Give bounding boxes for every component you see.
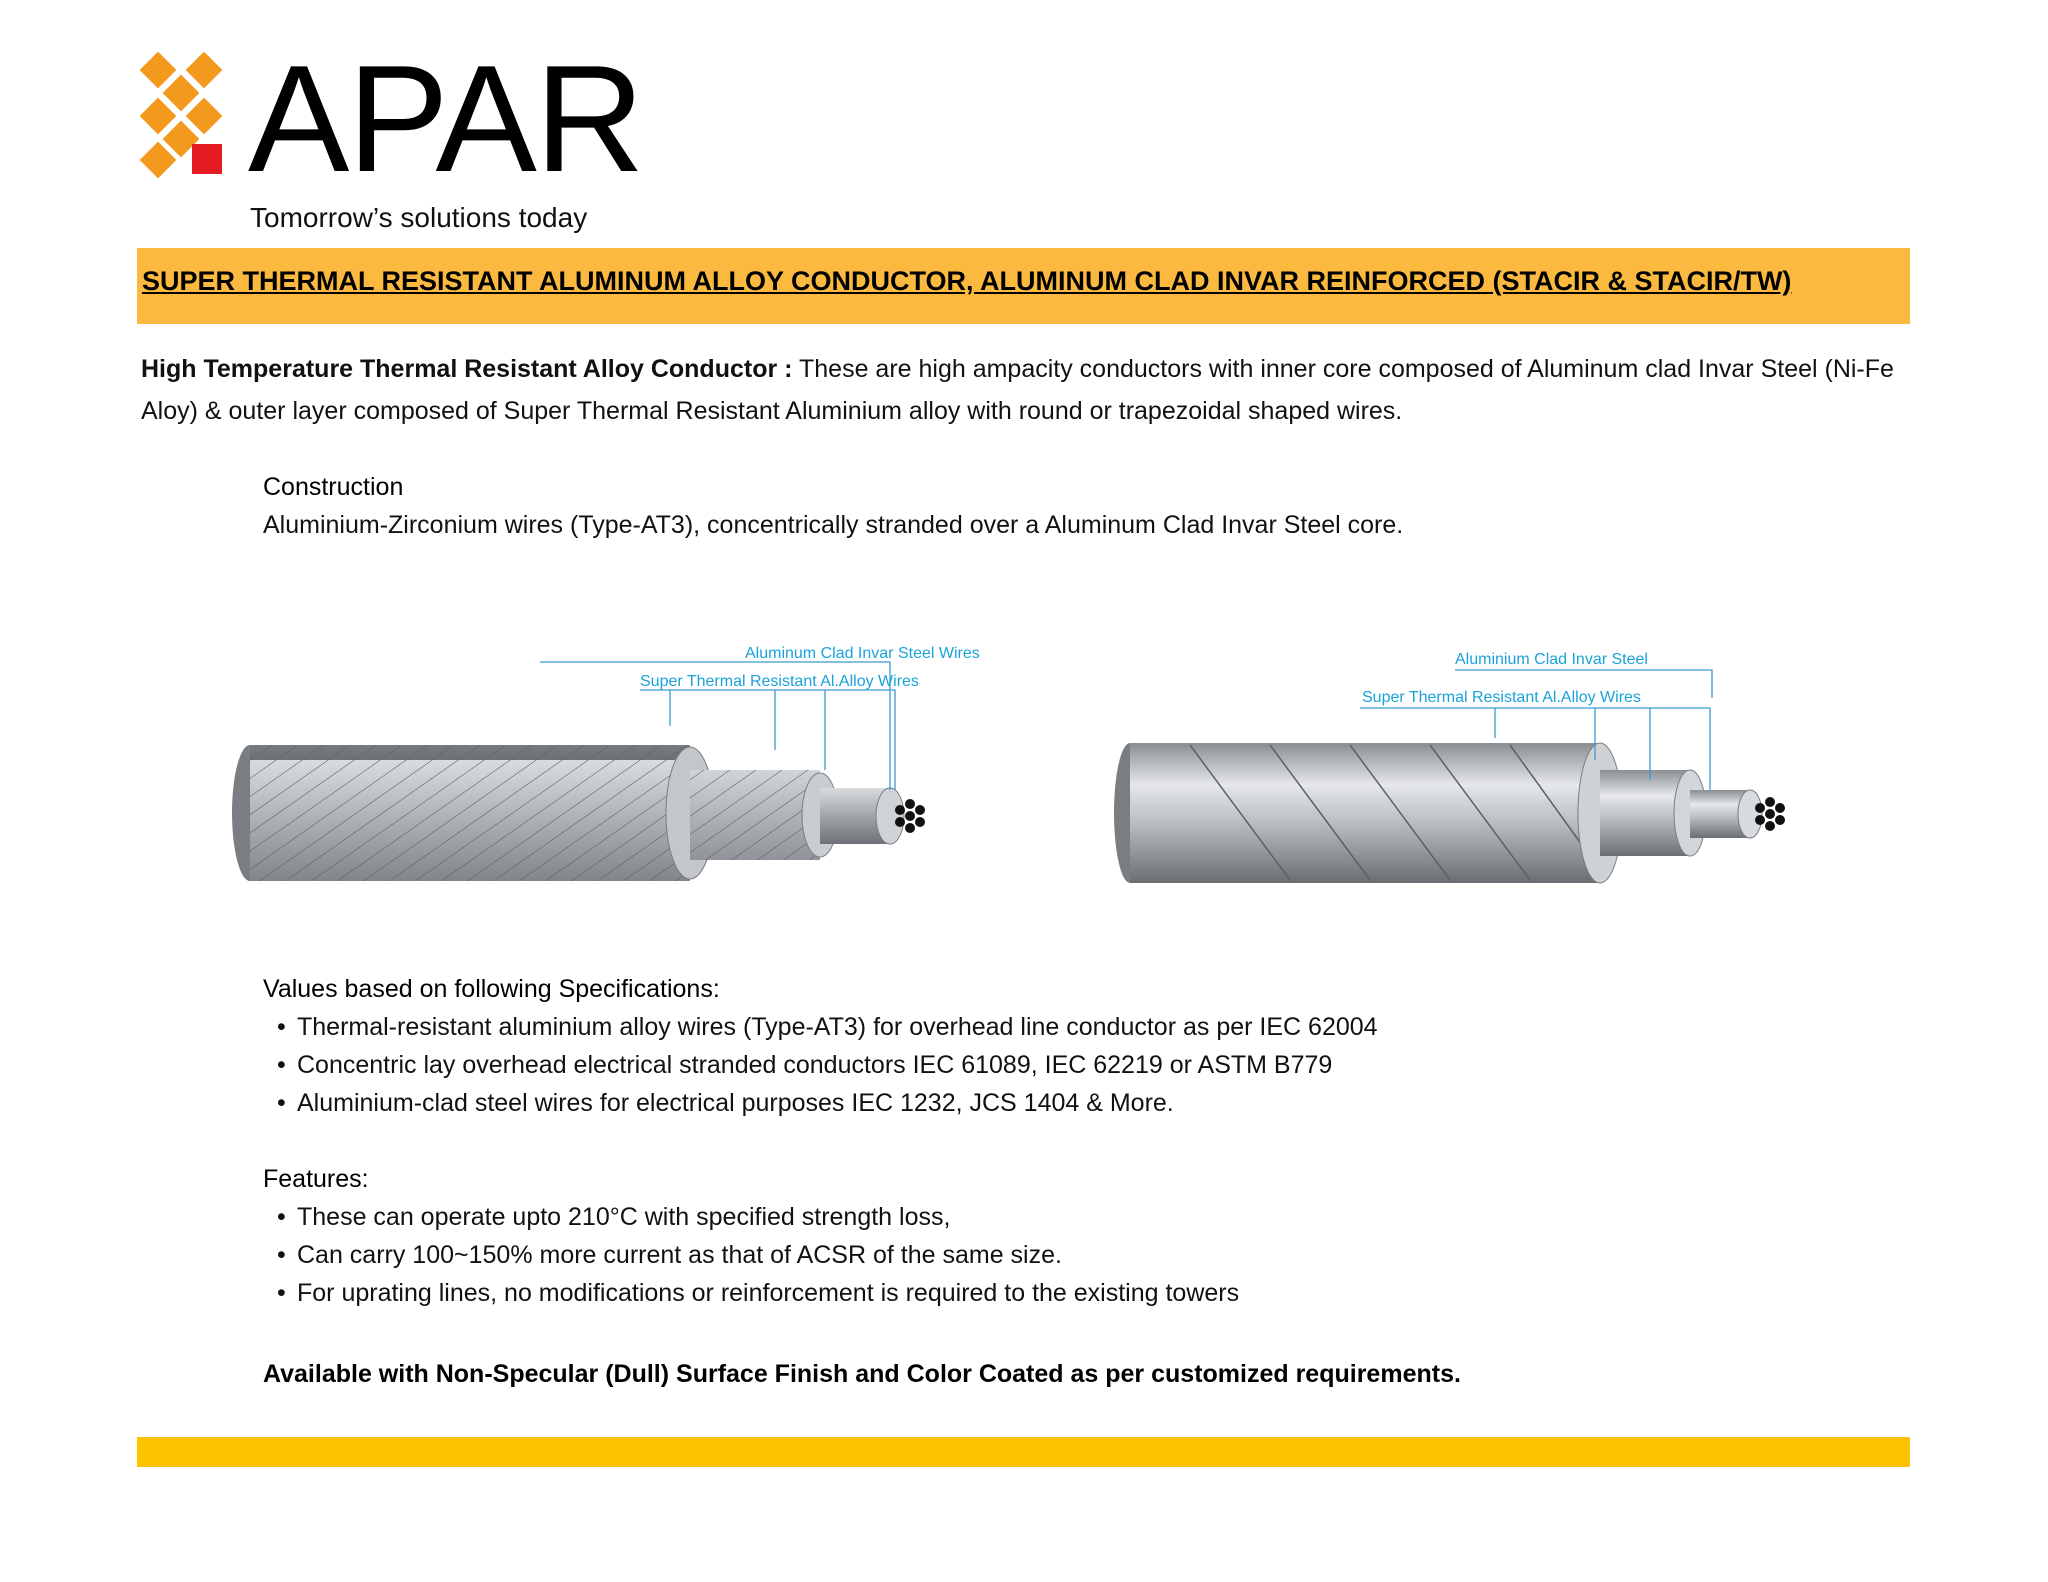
- construction-text: Aluminium-Zirconium wires (Type-AT3), concentrically stranded over a Aluminum Clad Invar Steel core.: [263, 511, 1404, 539]
- list-item: • Concentric lay overhead electrical stranded conductors IEC 61089, IEC 62219 or ASTM B779: [277, 1046, 1378, 1084]
- brand-name: APAR: [248, 34, 643, 204]
- intro-paragraph: [141, 348, 1911, 432]
- left-label-core-text: Aluminum Clad Invar Steel Wires: [745, 645, 980, 662]
- construction-section: [263, 470, 1403, 546]
- apar-logo-icon: [140, 52, 232, 178]
- intro-lead: High Temperature Thermal Resistant Alloy Conductor :: [141, 355, 793, 383]
- construction-heading: Construction: [263, 473, 404, 501]
- right-label-core: Aluminium Clad Invar Steel: [1455, 651, 1648, 668]
- specifications-heading: Values based on following Specifications:: [263, 975, 720, 1003]
- specifications-section: [263, 970, 1378, 1122]
- page-title: SUPER THERMAL RESISTANT ALUMINUM ALLOY CONDUCTOR, ALUMINUM CLAD INVAR REINFORCED (STACIR & STACIR/TW): [142, 266, 1792, 296]
- list-item: • Can carry 100~150% more current as that of ACSR of the same size.: [277, 1236, 1239, 1274]
- left-label-core-visible: [745, 645, 980, 662]
- list-item: • Thermal-resistant aluminium alloy wires (Type-AT3) for overhead line conductor as per IEC 62004: [277, 1008, 1378, 1046]
- left-label-outer: Super Thermal Resistant Al.Alloy Wires: [640, 673, 919, 690]
- availability-note: Available with Non-Specular (Dull) Surface Finish and Color Coated as per customized requirements.: [263, 1360, 1461, 1388]
- right-conductor-illustration: [1114, 743, 1785, 883]
- features-heading: Features:: [263, 1165, 369, 1193]
- intro-text: These are high ampacity conductors with inner core composed of Aluminum clad Invar Steel (Ni-Fe Aloy) & outer layer composed of Super Thermal Resistant Aluminium alloy with round or trapezoidal shaped wires.: [141, 355, 1894, 425]
- list-item: • Aluminium-clad steel wires for electrical purposes IEC 1232, JCS 1404 & More.: [277, 1084, 1378, 1122]
- specifications-list: [277, 1008, 1378, 1122]
- features-section: [263, 1160, 1239, 1312]
- brand-tagline: Tomorrow’s solutions today: [250, 202, 588, 233]
- conductor-figures: [230, 610, 1790, 930]
- list-item: • For uprating lines, no modifications or reinforcement is required to the existing towers: [277, 1274, 1239, 1312]
- footer-bar: [137, 1437, 1910, 1467]
- right-label-outer: Super Thermal Resistant Al.Alloy Wires: [1362, 689, 1641, 706]
- features-list: [277, 1198, 1239, 1312]
- list-item: • These can operate upto 210°C with specified strength loss,: [277, 1198, 1239, 1236]
- left-conductor-illustration: [232, 745, 925, 881]
